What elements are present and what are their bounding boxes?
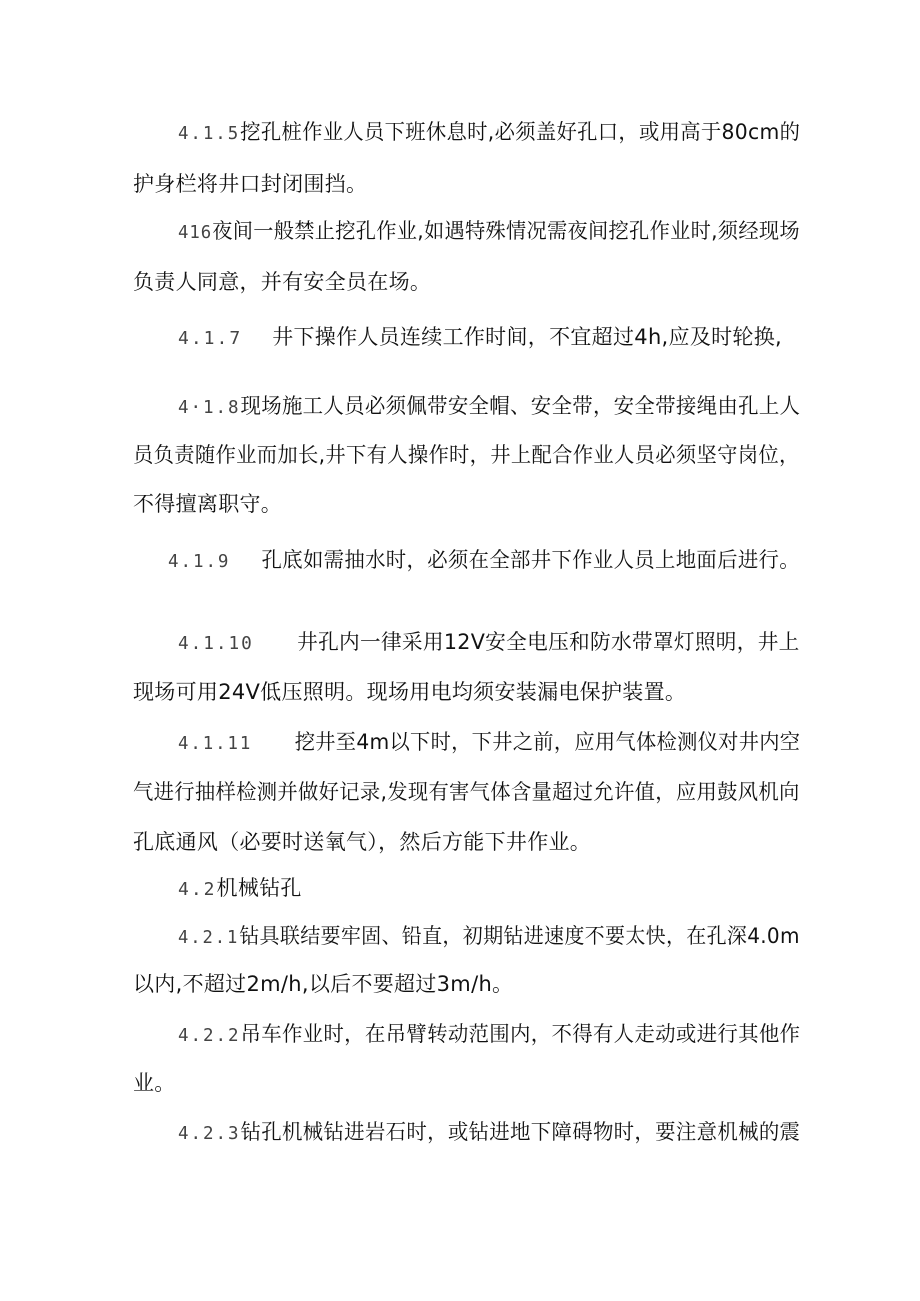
clause-text: 现场可用24V低压照明。现场用电均须安装漏电保护装置。 [133, 680, 687, 704]
clause-text: 井孔内一律采用12V安全电压和防水带罩灯照明，井上 [297, 630, 800, 654]
clause-number: 4·1.8 [178, 397, 241, 418]
clause-text: 气进行抽样检测并做好记录,发现有害气体含量超过允许值，应用鼓风机向 [133, 780, 800, 804]
clause-text: 井下操作人员连续工作时间，不宜超过4h,应及时轮换, [272, 325, 783, 349]
paragraph-4-1-11-line-2 [133, 778, 800, 806]
clause-number: 4.1.9 [168, 551, 231, 572]
paragraph-4-2-1-line-1 [178, 922, 800, 952]
clause-number: 4.1.7 [178, 328, 243, 349]
clause-text: 员负责随作业而加长,井下有人操作时，井上配合作业人员必须坚守岗位， [133, 443, 800, 467]
paragraph-4-1-8-line-3 [133, 490, 282, 518]
clause-text: 以内,不超过2m/h,以后不要超过3m/h。 [133, 972, 514, 996]
clause-number: 4.1.11 [178, 733, 253, 754]
paragraph-4-1-10-line-1 [178, 628, 800, 658]
clause-text: 孔底通风（必要时送氧气），然后方能下井作业。 [133, 830, 592, 854]
paragraph-4-2-1-line-2 [133, 970, 513, 998]
clause-number: 4.2.2 [178, 1025, 241, 1046]
clause-text: 业。 [133, 1071, 176, 1095]
clause-number: 4.1.5 [178, 123, 241, 144]
section-title: 机械钻孔 [216, 876, 302, 900]
paragraph-4-1-8-line-2 [133, 441, 800, 469]
paragraph-4-1-10-line-2 [133, 678, 686, 706]
clause-number: 4.1.10 [178, 633, 254, 654]
clause-number: 4.2 [178, 879, 217, 900]
clause-text: 钻孔机械钻进岩石时，或钻进地下障碍物时，要注意机械的震 [240, 1120, 801, 1144]
paragraph-4-2-3-line-1 [178, 1118, 800, 1148]
clause-text: 负责人同意，并有安全员在场。 [133, 270, 432, 294]
clause-text: 孔底如需抽水时，必须在全部井下作业人员上地面后进行。 [261, 548, 800, 572]
clause-text: 夜间一般禁止挖孔作业,如遇特殊情况需夜间挖孔作业时,须经现场 [212, 219, 800, 243]
paragraph-4-1-5-line-1 [178, 118, 800, 148]
paragraph-4-1-6-line-1 [178, 217, 800, 247]
clause-text: 钻具联结要牢固、铅直，初期钻进速度不要太快，在孔深4.0m [239, 924, 800, 948]
paragraph-4-1-7-line-1 [178, 323, 782, 353]
clause-number: 4.2.3 [178, 1123, 241, 1144]
paragraph-4-2-2-line-1 [178, 1020, 800, 1050]
paragraph-4-1-11-line-1 [178, 728, 800, 758]
paragraph-4-1-5-line-2 [133, 170, 367, 198]
paragraph-4-1-8-line-1 [178, 392, 800, 422]
paragraph-4-1-9-line-1 [168, 546, 800, 576]
paragraph-4-1-11-line-3 [133, 828, 591, 856]
clause-text: 现场施工人员必须佩带安全帽、安全带，安全带接绳由孔上人 [240, 394, 801, 418]
paragraph-4-1-6-line-2 [133, 268, 431, 296]
paragraph-4-2-2-line-2 [133, 1069, 176, 1097]
clause-number: 416 [178, 222, 213, 243]
clause-text: 吊车作业时，在吊臂转动范围内，不得有人走动或进行其他作 [240, 1022, 801, 1046]
clause-text: 护身栏将井口封闭围挡。 [133, 172, 368, 196]
clause-text: 不得擅离职守。 [133, 492, 283, 516]
section-heading-4-2 [178, 874, 302, 904]
clause-number: 4.2.1 [178, 927, 240, 948]
clause-text: 挖孔桩作业人员下班休息时,必须盖好孔口，或用高于80cm的 [240, 120, 801, 144]
clause-text: 挖井至4m以下时，下井之前，应用气体检测仪对井内空 [294, 730, 801, 754]
